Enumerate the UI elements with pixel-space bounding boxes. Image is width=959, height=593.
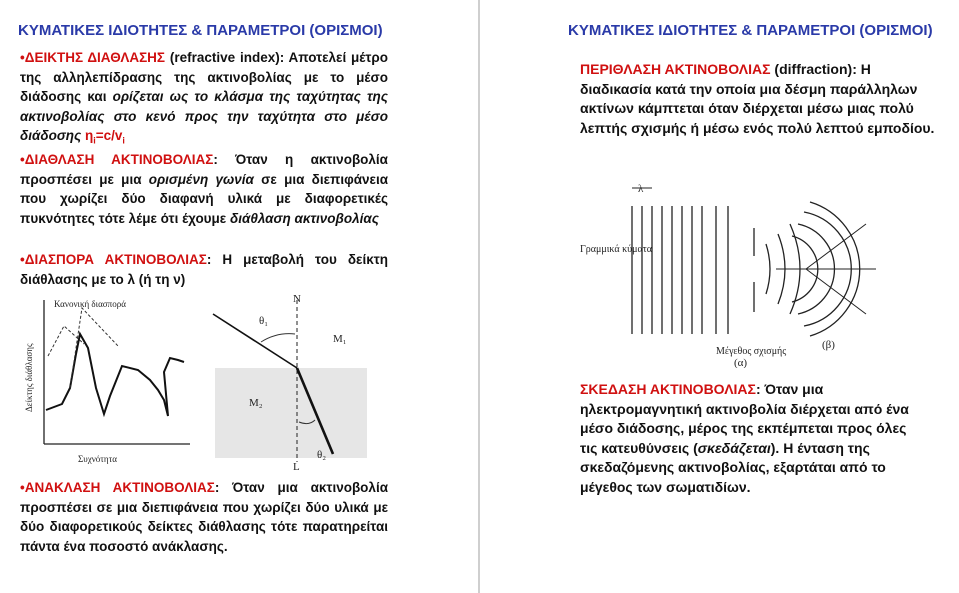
left-slide	[0, 0, 473, 593]
m2-label: M₂	[249, 397, 263, 409]
dispersion-fig-x-label: Συχνότητα	[78, 454, 117, 464]
reflection-paragraph: •ΑΝΑΚΛΑΣΗ ΑΚΤΙΝΟΒΟΛΙΑΣ: Όταν μια ακτινοβολία προσπέσει σε μια διεπιφάνεια που χωρίζει δύο υλικά με δύο διαφορετικούς δείκτες διάθλασης τότε παρατηρείται πάντα ένα ποσοστό ανάκλασης.	[20, 480, 388, 554]
refractive-index-paragraph: •ΔΕΙΚΤΗΣ ΔΙΑΘΛΑΣΗΣ (refractive index): Αποτελεί μέτρο της αλληλεπίδρασης της ακτινοβολίας με το μέσο διάδοσης και ορίζεται ως το κλάσμα της ταχύτητας της ακτινοβολίας στο κενό προς την ταχύτητα στο μέσο διάδοσης $\eta_i=c/v_i$	[20, 50, 388, 146]
refraction-heading: ΔΙΑΘΛΑΣΗ ΑΚΤΙΝΟΒΟΛΙΑΣ	[24, 152, 214, 167]
dispersion-fig-top-label: Κανονική διασπορά	[54, 299, 126, 309]
reflection-heading: ΑΝΑΚΛΑΣΗ ΑΚΤΙΝΟΒΟΛΙΑΣ	[24, 480, 215, 495]
bullet-diamond-icon: •	[20, 480, 25, 495]
lambda-label: λ	[638, 183, 644, 195]
m1-label: M₁	[333, 333, 347, 345]
bullet-diamond-icon: •	[20, 50, 25, 65]
scattering-paragraph: ΣΚΕΔΑΣΗ ΑΚΤΙΝΟΒΟΛΙΑΣ: Όταν μια ηλεκτρομαγνητική ακτινοβολία διέρχεται από ένα μέσο διάδοσης, μέρος της εκπέμπεται προς όλες τις κατευθύνσεις (σκεδάζεται). Η ένταση της σκεδαζόμενης ακτινοβολίας, εξαρτάται από το μέγεθος των σωματιδίων.	[580, 381, 909, 495]
page-divider	[478, 0, 480, 593]
dispersion-heading: ΔΙΑΣΠΟΡΑ ΑΚΤΙΝΟΒΟΛΙΑΣ	[24, 252, 207, 267]
fig-a-label: (α)	[734, 357, 748, 368]
diffraction-paragraph: ΠΕΡΙΘΛΑΣΗ ΑΚΤΙΝΟΒΟΛΙΑΣ (diffraction): Η διαδικασία κατά την οποία μια δέσμη παράλληλων ακτίνων κάμπτεται όταν διέρχεται μέσω μιας πολύ λεπτής σχισμής ή μέσω ενός πολύ λεπτού εμποδίου.	[580, 61, 935, 136]
slit-size-label: Μέγεθος σχισμής	[716, 346, 787, 357]
diffraction-figure	[576, 172, 906, 368]
diffraction-heading: ΠΕΡΙΘΛΑΣΗ ΑΚΤΙΝΟΒΟΛΙΑΣ	[580, 61, 771, 77]
fig-b-label: (β)	[822, 339, 835, 351]
right-slide	[486, 0, 959, 593]
slide-title: ΚΥΜΑΤΙΚΕΣ ΙΔΙΟΤΗΤΕΣ & ΠΑΡΑΜΕΤΡΟΙ (ΟΡΙΣΜΟΙ)	[568, 22, 933, 39]
bullet-diamond-icon: •	[20, 152, 25, 167]
dispersion-curve-figure	[18, 292, 198, 470]
dispersion-fig-y-label: Δείκτης διάθλασης	[24, 343, 34, 412]
slide-title: ΚΥΜΑΤΙΚΕΣ ΙΔΙΟΤΗΤΕΣ & ΠΑΡΑΜΕΤΡΟΙ (ΟΡΙΣΜΟΙ)	[18, 22, 383, 39]
theta2-label: θ₂	[317, 449, 327, 461]
theta1-label: θ₁	[259, 315, 269, 327]
scattering-heading: ΣΚΕΔΑΣΗ ΑΚΤΙΝΟΒΟΛΙΑΣ	[580, 381, 756, 397]
bullet-diamond-icon: •	[20, 252, 25, 267]
refractive-index-formula: $\eta_i=c/v_i$	[85, 128, 125, 146]
refraction-ray-figure	[205, 292, 373, 472]
dispersion-paragraph: •ΔΙΑΣΠΟΡΑ ΑΚΤΙΝΟΒΟΛΙΑΣ: Η μεταβολή του δείκτη διάθλασης με το λ (ή τη ν)	[20, 252, 388, 287]
normal-label: N	[293, 293, 301, 305]
wavefronts-label: Γραμμικά κύματα	[580, 244, 652, 255]
l-label: L	[293, 461, 300, 472]
refractive-index-heading: ΔΕΙΚΤΗΣ ΔΙΑΘΛΑΣΗΣ	[24, 50, 166, 65]
refraction-paragraph: •ΔΙΑΘΛΑΣΗ ΑΚΤΙΝΟΒΟΛΙΑΣ: Όταν η ακτινοβολία προσπέσει με μια ορισμένη γωνία σε μια διεπιφάνεια που χωρίζει δύο διαφανή υλικά με διαφορετικές πυκνότητες τότε λέμε ότι έχουμε διάθλαση ακτινοβολίας	[20, 152, 389, 226]
